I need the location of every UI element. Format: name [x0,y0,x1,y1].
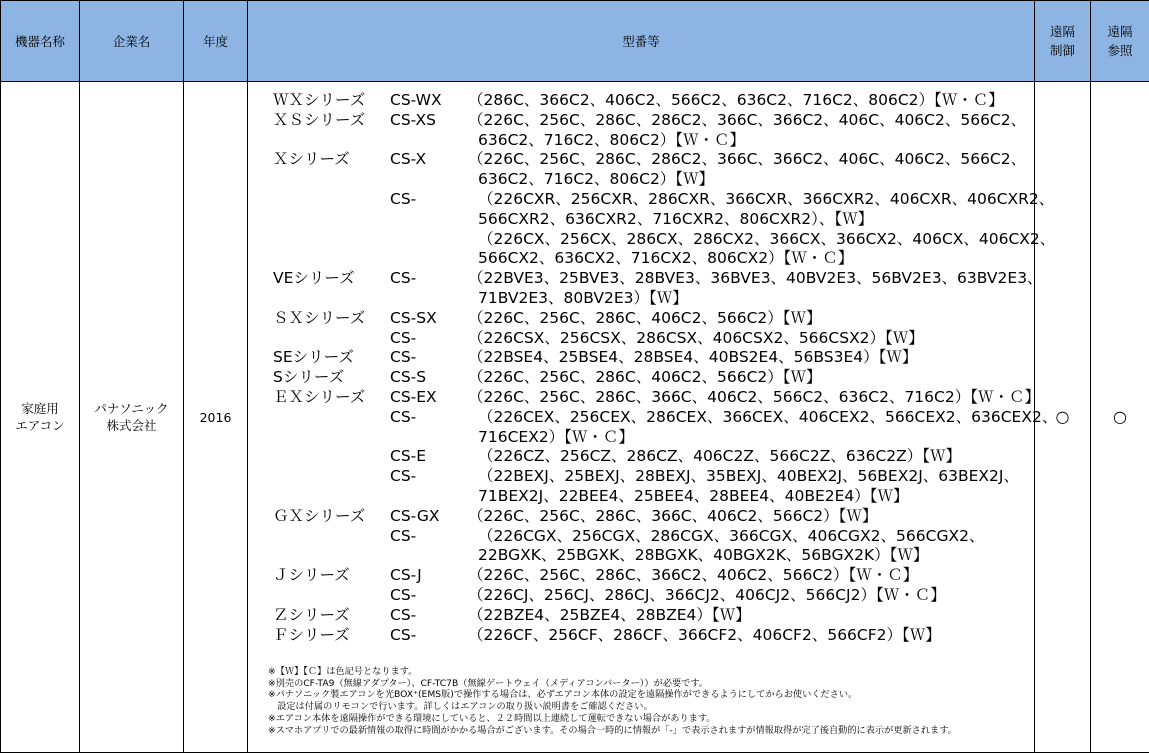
model-line-code: CS- [390,586,417,604]
model-line-series: SEシリーズ [273,348,354,367]
header-remote-reference: 遠隔 参照 [1091,1,1149,82]
model-line-spec: （22BVE3、25BVE3、28BVE3、36BVE3、40BV2E3、56BV2E3、63BV2E3、 [468,269,1043,288]
model-line-spec: 636C2、716C2、806C2）【Ｗ・Ｃ】 [478,130,746,149]
model-line-code: CS- [390,526,417,545]
model-line-code: CS-SX [390,308,437,327]
model-line-series: Ｊシリーズ [273,566,350,585]
model-line-series: Ｚシリーズ [273,605,350,624]
model-line-series: ＸＳシリーズ [273,110,366,129]
note-line: ※パナソニック製エアコンを光BOX⁺(EMS版)で操作する場合は、必ずエアコン本体の設定を遠隔操作ができるようにしてからお使いください。 [268,689,858,701]
model-line-spec: （226C、256C、286C、366C、406C2、566C2）【Ｗ】 [468,506,878,525]
model-line-code: CS-WX [390,91,442,109]
model-line-code: CS- [390,407,417,426]
model-line-spec: （226CXR、256CXR、286CXR、366CXR、366CXR2、406CXR、406CXR2、 [478,190,1055,208]
model-line-series: Ｘシリーズ [273,150,350,169]
model-line-spec: （226C、256C、286C、286C2、366C、366C2、406C、406C2、566C2、 [468,110,1027,129]
cell-models [248,82,1058,753]
header-remote-control: 遠隔 制御 [1035,1,1091,82]
model-line-spec: （226CEX、256CEX、286CEX、366CEX、406CEX2、566CEX2、636CEX2、 [478,407,1058,426]
note-line: 設定は付属のリモコンで行います。詳しくはエアコンの取り扱い説明書をご確認ください。 [268,701,653,713]
model-line-spec: （226CZ、256CZ、286CZ、406C2Z、566C2Z、636C2Z）【Ｗ】 [478,447,961,466]
model-line-spec: 71BEX2J、22BEE4、25BEE4、28BEE4、40BE2E4）【Ｗ】 [478,487,909,505]
model-line-spec: （22BEXJ、25BEXJ、28BEXJ、35BEXJ、40BEX2J、56BEX2J、63BEX2J、 [478,467,1019,486]
header-row [1,1,1149,82]
model-line-spec: （226CF、256CF、286CF、366CF2、406CF2、566CF2）【Ｗ】 [468,625,941,644]
notes [268,666,957,736]
model-line-spec: （226C、256C、286C、406C2、566C2）【Ｗ】 [468,368,822,387]
model-line-series: Sシリーズ [273,368,345,387]
note-line: ※【Ｗ】【Ｃ】は色記号となります。 [268,666,418,677]
model-line-spec: （226C、256C、286C、286C2、366C、366C2、406C、406C2、566C2、 [468,150,1027,169]
model-line-code: CS- [390,625,417,644]
model-line-spec: （22BZE4、25BZE4、28BZE4）【Ｗ】 [468,605,751,624]
model-line-spec: （22BSE4、25BSE4、28BSE4、40BS2E4、56BS3E4）【Ｗ】 [468,348,918,367]
model-line-spec: （226CSX、256CSX、286CSX、406CSX2、566CSX2）【Ｗ】 [468,328,924,347]
header-company: 企業名 [80,1,184,82]
model-line-code: CS-E [390,447,427,466]
note-line: ※別売のCF-TA9（無線アダプター）、CF-TC7B（無線ゲートウェイ（メディアコンバーター））が必要です。 [268,677,708,689]
model-line-spec: （286C、366C2、406C2、566C2、636C2、716C2、806C2）【Ｗ・Ｃ】 [468,91,1004,109]
model-line-code: CS-XS [390,110,436,129]
available-mark: ○ [1113,407,1127,426]
model-line-series: Ｆシリーズ [273,625,350,644]
model-line-series: ＥＸシリーズ [273,388,366,406]
model-line-code: CS-X [390,150,427,169]
model-line-code: CS- [390,190,417,208]
model-line-spec: 566CXR2、636CXR2、716CXR2、806CXR2）、【Ｗ】 [478,209,874,228]
cell-company: パナソニック 株式会社 [80,82,184,753]
cell-remote-reference [1091,82,1149,753]
model-line-series: ＷＸシリーズ [273,91,366,109]
model-line-spec: 566CX2、636CX2、716CX2、806CX2）【Ｗ・Ｃ】 [478,249,854,268]
model-line-code: CS-S [390,368,427,387]
model-line-code: CS- [390,467,417,486]
model-line-code: CS-J [390,566,422,585]
model-line-series: ＳＸシリーズ [273,308,366,327]
note-line: ※スマホアプリでの最新情報の取得に時間がかかる場合がございます。その場合一時的に情報が「-」で表示されますが情報取得が完了後自動的に表示が更新されます。 [268,724,957,736]
model-line-code: CS- [390,348,417,367]
model-line-code: CS- [390,605,417,624]
model-line-spec: （226C、256C、286C、366C2、406C2、566C2）【Ｗ・Ｃ】 [468,566,919,585]
table-row [1,82,1149,753]
model-line-code: CS- [390,328,417,347]
model-line-spec: （226CX、256CX、286CX、286CX2、366CX、366CX2、406CX、406CX2、 [478,229,1056,248]
model-list [248,82,1058,752]
note-line: ※エアコン本体を遠隔操作ができる環境にしていると、２２時間以上連続して運転できない場合があります。 [268,712,716,724]
model-line-spec: 636C2、716C2、806C2）【Ｗ】 [478,170,715,189]
model-line-series: VEシリーズ [273,269,355,288]
model-line-code: CS-EX [390,388,437,406]
model-line-spec: 71BV2E3、80BV2E3）【Ｗ】 [478,289,688,307]
cell-year: 2016 [184,82,248,753]
cell-device-name: 家庭用 エアコン [1,82,80,753]
available-mark: ○ [1055,407,1070,426]
model-line-spec: （226CGX、256CGX、286CGX、366CGX、406CGX2、566CGX2、 [478,526,985,545]
header-models: 型番等 [248,1,1035,82]
model-line-spec: （226C、256C、286C、366C、406C2、566C2、636C2、716C2）【Ｗ・Ｃ】 [468,388,1040,406]
header-device-name: 機器名称 [1,1,80,82]
model-line-code: CS-GX [390,506,440,525]
model-line-series: ＧＸシリーズ [273,506,366,525]
model-line-spec: 22BGXK、25BGXK、28BGXK、40BGX2K、56BGX2K）【Ｗ】 [478,546,929,565]
header-year: 年度 [184,1,248,82]
model-line-spec: （226C、256C、286C、406C2、566C2）【Ｗ】 [468,308,822,327]
model-line-spec: （226CJ、256CJ、286CJ、366CJ2、406CJ2、566CJ2）【Ｗ・Ｃ】 [468,586,946,604]
model-line-spec: 716CEX2）【Ｗ・Ｃ】 [478,427,634,446]
model-line-code: CS- [390,269,417,288]
